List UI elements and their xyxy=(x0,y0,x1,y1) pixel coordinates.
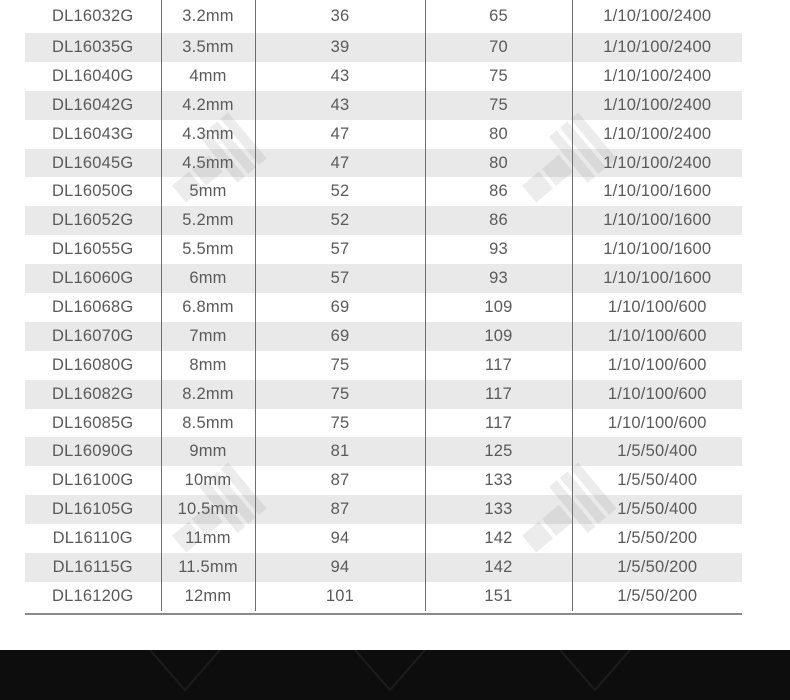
value-cell-4: 109 xyxy=(425,322,572,351)
value-cell-4: 86 xyxy=(425,206,572,235)
diameter-cell: 3.5mm xyxy=(161,33,255,62)
model-cell: DL16085G xyxy=(25,409,161,438)
diameter-cell: 8.5mm xyxy=(161,409,255,438)
value-cell-3: 101 xyxy=(255,582,425,611)
diameter-cell: 5mm xyxy=(161,177,255,206)
packing-cell: 1/10/100/2400 xyxy=(572,120,742,149)
value-cell-3: 94 xyxy=(255,524,425,553)
diameter-cell: 10mm xyxy=(161,466,255,495)
table-row xyxy=(25,0,742,33)
model-cell: DL16110G xyxy=(25,524,161,553)
model-cell: DL16120G xyxy=(25,582,161,611)
value-cell-4: 75 xyxy=(425,62,572,91)
packing-cell: 1/10/100/2400 xyxy=(572,91,742,120)
diameter-cell: 4.2mm xyxy=(161,91,255,120)
table-row xyxy=(25,495,742,524)
table-row xyxy=(25,62,742,91)
value-cell-3: 47 xyxy=(255,120,425,149)
packing-cell: 1/5/50/200 xyxy=(572,524,742,553)
table-row xyxy=(25,437,742,466)
value-cell-3: 69 xyxy=(255,293,425,322)
model-cell: DL16115G xyxy=(25,553,161,582)
spec-table-body xyxy=(25,0,742,611)
model-cell: DL16105G xyxy=(25,495,161,524)
diameter-cell: 11mm xyxy=(161,524,255,553)
model-cell: DL16055G xyxy=(25,235,161,264)
diameter-cell: 12mm xyxy=(161,582,255,611)
table-bottom-rule xyxy=(25,613,742,615)
diameter-cell: 7mm xyxy=(161,322,255,351)
packing-cell: 1/10/100/600 xyxy=(572,322,742,351)
packing-cell: 1/10/100/2400 xyxy=(572,0,742,33)
value-cell-4: 109 xyxy=(425,293,572,322)
model-cell: DL16060G xyxy=(25,264,161,293)
diameter-cell: 10.5mm xyxy=(161,495,255,524)
value-cell-4: 117 xyxy=(425,351,572,380)
table-row xyxy=(25,91,742,120)
value-cell-3: 52 xyxy=(255,177,425,206)
value-cell-4: 117 xyxy=(425,380,572,409)
value-cell-4: 75 xyxy=(425,91,572,120)
value-cell-4: 86 xyxy=(425,177,572,206)
table-row xyxy=(25,351,742,380)
diameter-cell: 4mm xyxy=(161,62,255,91)
value-cell-3: 75 xyxy=(255,409,425,438)
packing-cell: 1/10/100/600 xyxy=(572,380,742,409)
value-cell-4: 151 xyxy=(425,582,572,611)
value-cell-3: 87 xyxy=(255,466,425,495)
model-cell: DL16050G xyxy=(25,177,161,206)
table-row xyxy=(25,206,742,235)
value-cell-3: 69 xyxy=(255,322,425,351)
value-cell-3: 52 xyxy=(255,206,425,235)
packing-cell: 1/10/100/1600 xyxy=(572,206,742,235)
table-row xyxy=(25,553,742,582)
diameter-cell: 4.3mm xyxy=(161,120,255,149)
value-cell-4: 80 xyxy=(425,120,572,149)
diameter-cell: 5.5mm xyxy=(161,235,255,264)
packing-cell: 1/5/50/200 xyxy=(572,582,742,611)
value-cell-3: 43 xyxy=(255,62,425,91)
table-row xyxy=(25,177,742,206)
packing-cell: 1/10/100/1600 xyxy=(572,235,742,264)
diameter-cell: 4.5mm xyxy=(161,149,255,178)
table-row xyxy=(25,466,742,495)
packing-cell: 1/10/100/2400 xyxy=(572,149,742,178)
packing-cell: 1/5/50/400 xyxy=(572,437,742,466)
diameter-cell: 6mm xyxy=(161,264,255,293)
model-cell: DL16045G xyxy=(25,149,161,178)
diameter-cell: 8mm xyxy=(161,351,255,380)
value-cell-4: 93 xyxy=(425,235,572,264)
value-cell-4: 133 xyxy=(425,495,572,524)
table-row xyxy=(25,120,742,149)
table-row xyxy=(25,380,742,409)
packing-cell: 1/5/50/200 xyxy=(572,553,742,582)
value-cell-4: 65 xyxy=(425,0,572,33)
value-cell-4: 142 xyxy=(425,553,572,582)
table-row xyxy=(25,293,742,322)
spec-table xyxy=(25,0,742,611)
value-cell-4: 117 xyxy=(425,409,572,438)
packing-cell: 1/10/100/1600 xyxy=(572,177,742,206)
table-row xyxy=(25,33,742,62)
footer-dark-band xyxy=(0,650,790,700)
value-cell-4: 142 xyxy=(425,524,572,553)
value-cell-3: 47 xyxy=(255,149,425,178)
value-cell-3: 87 xyxy=(255,495,425,524)
packing-cell: 1/10/100/600 xyxy=(572,351,742,380)
model-cell: DL16090G xyxy=(25,437,161,466)
value-cell-3: 81 xyxy=(255,437,425,466)
band-texture xyxy=(0,650,790,700)
value-cell-3: 43 xyxy=(255,91,425,120)
diameter-cell: 6.8mm xyxy=(161,293,255,322)
diameter-cell: 8.2mm xyxy=(161,380,255,409)
value-cell-4: 133 xyxy=(425,466,572,495)
table-row xyxy=(25,409,742,438)
diameter-cell: 11.5mm xyxy=(161,553,255,582)
model-cell: DL16042G xyxy=(25,91,161,120)
model-cell: DL16068G xyxy=(25,293,161,322)
spec-table-container xyxy=(25,0,742,611)
packing-cell: 1/5/50/400 xyxy=(572,466,742,495)
table-row xyxy=(25,149,742,178)
value-cell-3: 57 xyxy=(255,264,425,293)
value-cell-3: 75 xyxy=(255,380,425,409)
value-cell-3: 75 xyxy=(255,351,425,380)
value-cell-3: 57 xyxy=(255,235,425,264)
table-row xyxy=(25,322,742,351)
packing-cell: 1/10/100/1600 xyxy=(572,264,742,293)
value-cell-4: 70 xyxy=(425,33,572,62)
packing-cell: 1/10/100/600 xyxy=(572,293,742,322)
packing-cell: 1/10/100/600 xyxy=(572,409,742,438)
table-row xyxy=(25,582,742,611)
diameter-cell: 5.2mm xyxy=(161,206,255,235)
model-cell: DL16035G xyxy=(25,33,161,62)
diameter-cell: 3.2mm xyxy=(161,0,255,33)
value-cell-3: 36 xyxy=(255,0,425,33)
model-cell: DL16032G xyxy=(25,0,161,33)
diameter-cell: 9mm xyxy=(161,437,255,466)
model-cell: DL16043G xyxy=(25,120,161,149)
model-cell: DL16100G xyxy=(25,466,161,495)
value-cell-3: 94 xyxy=(255,553,425,582)
value-cell-3: 39 xyxy=(255,33,425,62)
table-row xyxy=(25,235,742,264)
model-cell: DL16052G xyxy=(25,206,161,235)
packing-cell: 1/10/100/2400 xyxy=(572,33,742,62)
table-row xyxy=(25,524,742,553)
model-cell: DL16040G xyxy=(25,62,161,91)
model-cell: DL16070G xyxy=(25,322,161,351)
table-row xyxy=(25,264,742,293)
value-cell-4: 93 xyxy=(425,264,572,293)
value-cell-4: 80 xyxy=(425,149,572,178)
packing-cell: 1/5/50/400 xyxy=(572,495,742,524)
packing-cell: 1/10/100/2400 xyxy=(572,62,742,91)
model-cell: DL16082G xyxy=(25,380,161,409)
model-cell: DL16080G xyxy=(25,351,161,380)
value-cell-4: 125 xyxy=(425,437,572,466)
